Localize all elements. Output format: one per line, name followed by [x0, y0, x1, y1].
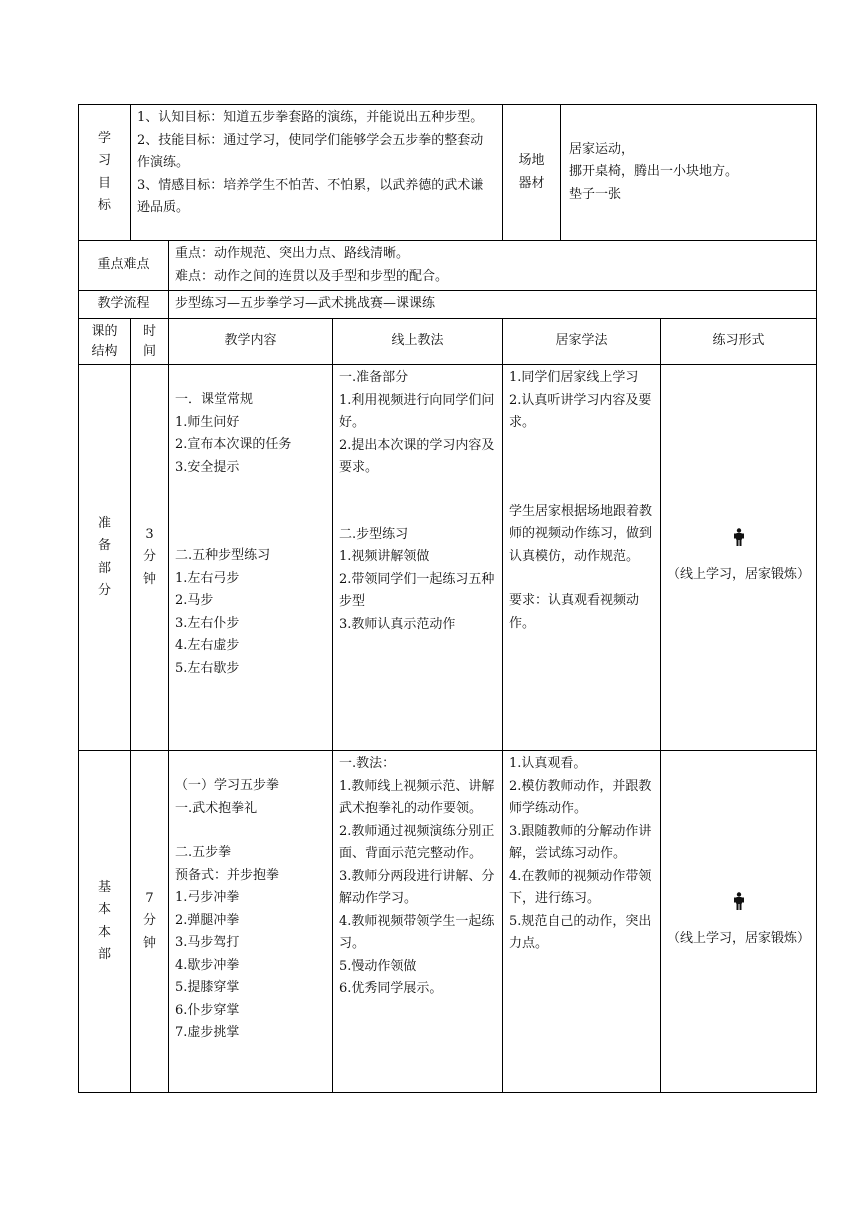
content-line: （一）学习五步拳	[175, 778, 280, 793]
key-point-line: 重点：动作规范、突出力点、路线清晰。	[175, 246, 410, 261]
basic-home	[503, 751, 661, 1093]
content-line: 7.虚步挑掌	[175, 1025, 240, 1040]
prep-time: 3 分 钟	[131, 365, 169, 751]
basic-online	[333, 751, 503, 1093]
header-online: 线上教法	[333, 319, 503, 365]
online-line: 3.教师分两段进行讲解、分解动作学习。	[339, 868, 495, 906]
objectives-row	[79, 105, 817, 241]
header-home: 居家学法	[503, 319, 661, 365]
flow-text: 步型练习—五步拳学习—武术挑战赛—课课练	[169, 291, 817, 319]
home-line: 5.规范自己的动作，突出力点。	[509, 913, 652, 951]
home-line: 2.认真听讲学习内容及要求。	[509, 392, 652, 430]
content-line: 1.弓步冲拳	[175, 890, 240, 905]
home-line: 1.认真观看。	[509, 756, 587, 771]
form-text: （线上学习，居家锻炼）	[667, 567, 811, 583]
goal-label: 学 习 目 标	[79, 105, 131, 241]
key-points-row	[79, 241, 817, 291]
online-line: 1.视频讲解领做	[339, 549, 430, 564]
lesson-plan-table	[78, 104, 817, 1093]
header-structure: 课的 结构	[79, 319, 131, 365]
person-figure-icon	[733, 528, 745, 546]
content-line: 一．课堂常规	[175, 392, 254, 407]
online-line: 1.教师线上视频示范、讲解武术抱拳礼的动作要领。	[339, 778, 495, 816]
online-line: 2.教师通过视频演练分别正面、背面示范完整动作。	[339, 823, 495, 861]
online-line: 3.教师认真示范动作	[339, 616, 456, 632]
online-line: 1.利用视频进行向同学们问好。	[339, 392, 495, 430]
header-content: 教学内容	[169, 319, 333, 365]
flow-row	[79, 291, 817, 319]
content-line: 5.提膝穿掌	[175, 980, 240, 995]
content-line: 2.宣布本次课的任务	[175, 437, 292, 452]
content-line: 3.马步驾打	[175, 935, 240, 950]
key-points-cell	[169, 241, 817, 291]
venue-line: 居家运动，	[569, 141, 635, 157]
venue-cell	[561, 105, 817, 241]
form-text: （线上学习，居家锻炼）	[667, 931, 811, 947]
online-line: 4.教师视频带领学生一起练习。	[339, 913, 495, 951]
content-line: 二.五步拳	[175, 845, 232, 860]
home-line: 4.在教师的视频动作带领下，进行练习。	[509, 868, 652, 906]
home-line: 要求：认真观看视频动作。	[509, 593, 640, 631]
basic-form	[661, 751, 817, 1093]
content-line: 1.师生问好	[175, 414, 240, 430]
goal-item: 3、情感目标：培养学生不怕苦、不怕累，以武养德的武术谦逊品质。	[137, 177, 484, 215]
online-line: 一.准备部分	[339, 370, 409, 385]
flow-label: 教学流程	[79, 291, 169, 319]
content-line: 3.安全提示	[175, 459, 240, 475]
content-line: 2.马步	[175, 593, 214, 608]
goal-item: 1、认知目标：知道五步拳套路的演练，并能说出五种步型。	[137, 110, 484, 125]
online-line: 5.慢动作领做	[339, 958, 417, 974]
goal-item: 2、技能目标：通过学习，使同学们能够学会五步拳的整套动作演练。	[137, 132, 484, 170]
basic-content	[169, 751, 333, 1093]
key-point-line: 难点：动作之间的连贯以及手型和步型的配合。	[175, 268, 449, 284]
header-form: 练习形式	[661, 319, 817, 365]
header-time: 时 间	[131, 319, 169, 365]
basic-time: 7 分 钟	[131, 751, 169, 1093]
online-line: 2.带领同学们一起练习五种步型	[339, 571, 495, 609]
goals-cell	[131, 105, 503, 241]
online-line: 二.步型练习	[339, 526, 409, 542]
prep-form	[661, 365, 817, 751]
content-line: 6.仆步穿掌	[175, 1002, 240, 1018]
table-header-row	[79, 319, 817, 365]
content-line: 3.左右仆步	[175, 615, 240, 631]
home-line: 2.模仿教师动作，并跟教师学练动作。	[509, 778, 652, 816]
venue-label: 场地 器材	[503, 105, 561, 241]
home-line: 学生居家根据场地跟着教师的视频动作练习，做到认真模仿，动作规范。	[509, 503, 653, 564]
prep-content	[169, 365, 333, 751]
venue-line: 垫子一张	[569, 186, 622, 202]
content-line: 5.左右歇步	[175, 660, 240, 676]
content-line: 1.左右弓步	[175, 570, 240, 586]
online-line: 2.提出本次课的学习内容及要求。	[339, 437, 495, 475]
content-line: 2.弹腿冲拳	[175, 912, 240, 928]
content-line: 二.五种步型练习	[175, 548, 271, 563]
key-points-label: 重点难点	[79, 241, 169, 291]
prep-online	[333, 365, 503, 751]
content-line: 预备式：并步抱拳	[175, 867, 280, 883]
online-line: 一.教法：	[339, 756, 396, 771]
lesson-plan-page	[78, 104, 816, 1093]
home-line: 3.跟随教师的分解动作讲解，尝试练习动作。	[509, 823, 652, 861]
content-line: 一.武术抱拳礼	[175, 800, 258, 816]
basic-row	[79, 751, 817, 1093]
prep-section-label: 准 备 部 分	[79, 365, 131, 751]
content-line: 4.左右虚步	[175, 638, 240, 653]
content-line: 4.歇步冲拳	[175, 957, 240, 973]
prep-row	[79, 365, 817, 751]
online-line: 6.优秀同学展示。	[339, 981, 443, 996]
prep-home	[503, 365, 661, 751]
person-figure-icon	[733, 892, 745, 910]
basic-section-label: 基 本 本 部	[79, 751, 131, 1093]
home-line: 1.同学们居家线上学习	[509, 370, 639, 385]
venue-line: 挪开桌椅，腾出一小块地方。	[569, 164, 739, 180]
